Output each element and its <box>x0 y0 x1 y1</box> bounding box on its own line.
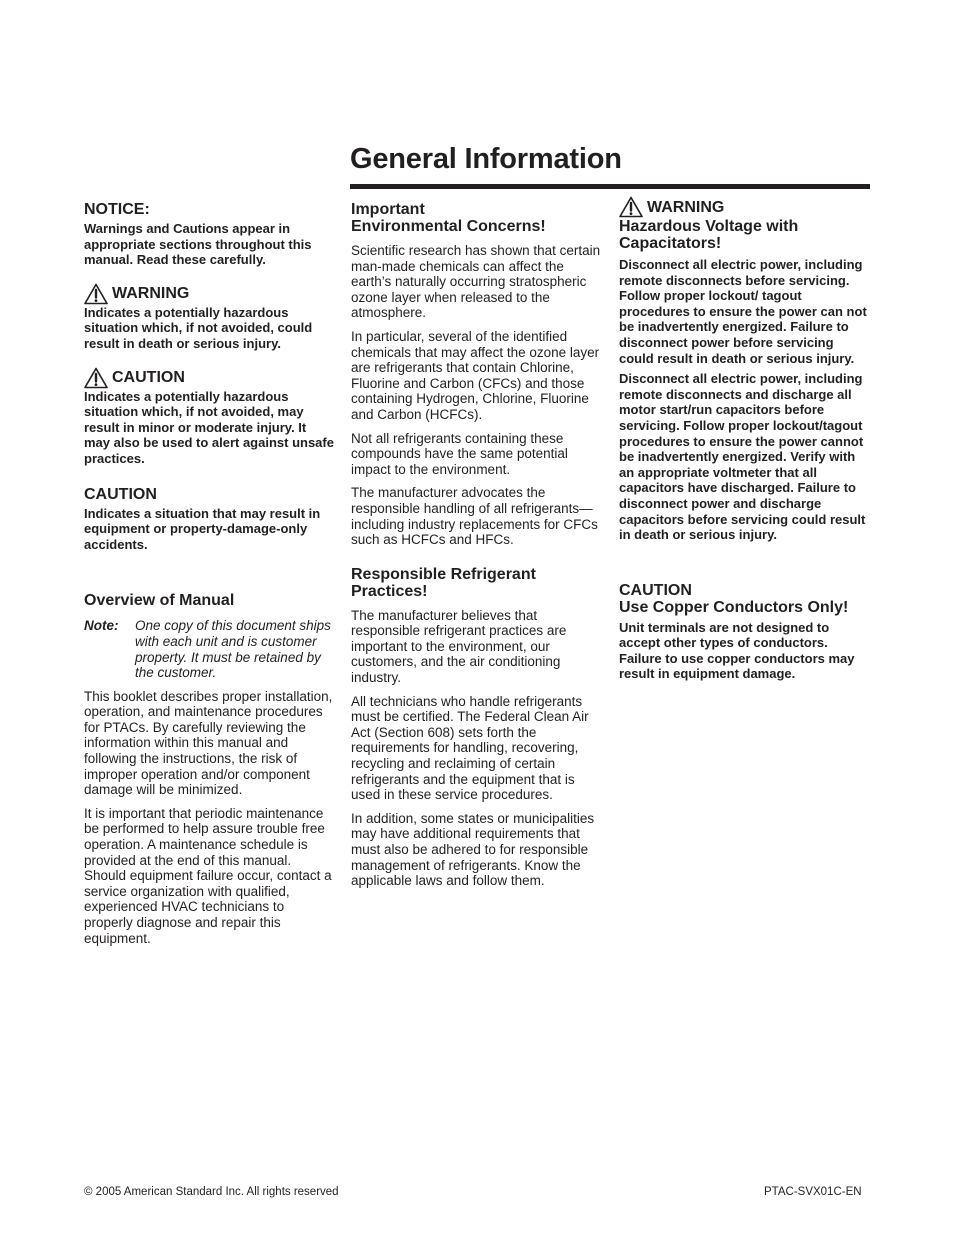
refrigerant-heading: Responsible Refrigerant Practices! <box>351 565 536 600</box>
warning-heading: WARNING <box>112 285 190 303</box>
footer-document-id: PTAC-SVX01C-EN <box>764 1186 862 1198</box>
caution-plain-heading: CAUTION <box>84 485 157 503</box>
note-text: One copy of this document ships with each unit and is customer property. It must be retained by the customer. <box>135 618 331 681</box>
column-3 <box>619 198 871 682</box>
caution-plain-text: Indicates a situation that may result in equipment or property-damage-only accidents. <box>84 505 321 552</box>
caution-heading: CAUTION <box>112 369 185 387</box>
column-2 <box>351 201 601 889</box>
environmental-heading-line1: Important <box>351 201 425 218</box>
warning-paragraph: Disconnect all electric power, including remote disconnects and discharge all motor start/run capacitors before servicing. Follow proper lockout/tagout procedures to ensure the power cannot be inadvertently energized. Verify with an appropriate voltmeter that all capacitors have discharged. Failure to disconnect power and discharge capacitors before servicing could result in death or serious injury. <box>619 371 866 543</box>
page-title: General Information <box>350 143 622 175</box>
environmental-paragraph: In particular, several of the identified chemicals that may affect the ozone layer are refrigerants that contain Chlorine, Fluorine and Carbon (CFCs) and those containing Hydrogen, Chlorine, Fluorine and Carbon (HCFCs). <box>351 328 600 422</box>
note-block <box>84 618 334 680</box>
title-rule <box>350 184 870 189</box>
note-label: Note: <box>84 618 119 634</box>
caution-heading-row <box>84 367 334 389</box>
warning-triangle-icon <box>84 283 108 305</box>
column-1 <box>84 201 334 946</box>
caution-subheading: Use Copper Conductors Only! <box>619 598 849 616</box>
warning-heading: WARNING <box>647 198 725 216</box>
caution-heading: CAUTION <box>619 581 692 599</box>
overview-heading: Overview of Manual <box>84 592 235 610</box>
warning-heading-row <box>84 283 334 305</box>
caution-text: Indicates a potentially hazardous situation which, if not avoided, may result in minor or moderate injury. It may also be used to alert against unsafe practices. <box>84 388 334 466</box>
notice-text: Warnings and Cautions appear in appropriate sections throughout this manual. Read these carefully. <box>84 221 312 268</box>
environmental-paragraph: The manufacturer advocates the responsible handling of all refrigerants—including industry replacements for CFCs such as HCFCs and HFCs. <box>351 485 598 548</box>
environmental-heading-line2: Environmental Concerns! <box>351 218 546 235</box>
warning-heading-row <box>619 196 871 218</box>
footer-copyright: © 2005 American Standard Inc. All rights reserved <box>84 1186 339 1198</box>
caution-text: Unit terminals are not designed to accept other types of conductors. Failure to use copper conductors may result in equipment damage. <box>619 619 855 682</box>
environmental-heading <box>351 201 601 235</box>
environmental-paragraph: Scientific research has shown that certain man-made chemicals can affect the earth’s naturally occurring stratospheric ozone layer when released to the atmosphere. <box>351 243 601 321</box>
warning-triangle-icon <box>619 196 643 218</box>
warning-subheading: Hazardous Voltage with Capacitators! <box>619 218 799 252</box>
refrigerant-paragraph: The manufacturer believes that responsible refrigerant practices are important to the environment, our customers, and the air conditioning industry. <box>351 607 567 686</box>
notice-heading: NOTICE: <box>84 201 150 218</box>
overview-paragraph: This booklet describes proper installation, operation, and maintenance procedures for PTACs. By carefully reviewing the information within this manual and following the instructions, the risk of improper operation and/or component damage will be minimized. <box>84 688 333 798</box>
refrigerant-paragraph: In addition, some states or municipalities may have additional requirements that must also be adhered to for responsible management of refrigerants. Know the applicable laws and follow them. <box>351 810 595 889</box>
refrigerant-paragraph: All technicians who handle refrigerants must be certified. The Federal Clean Air Act (Section 608) sets forth the requirements for handling, recovering, recycling and reclaiming of certain refrigerants and the equipment that is used in these service procedures. <box>351 693 589 803</box>
warning-triangle-icon <box>84 367 108 389</box>
environmental-paragraph: Not all refrigerants containing these compounds have the same potential impact to the environment. <box>351 430 568 477</box>
warning-text: Indicates a potentially hazardous situation which, if not avoided, could result in death or serious injury. <box>84 304 313 351</box>
overview-paragraph: It is important that periodic maintenance be performed to help assure trouble free operation. A maintenance schedule is provided at the end of this manual. Should equipment failure occur, contact a service organization with qualified, experienced HVAC technicians to properly diagnose and repair this equipment. <box>84 805 332 946</box>
warning-paragraph: Disconnect all electric power, including remote disconnects before servicing. Follow proper lockout/ tagout procedures to ensure the power can not be inadvertently energized. Failure to disconnect power before servicing could result in death or serious injury. <box>619 257 867 366</box>
